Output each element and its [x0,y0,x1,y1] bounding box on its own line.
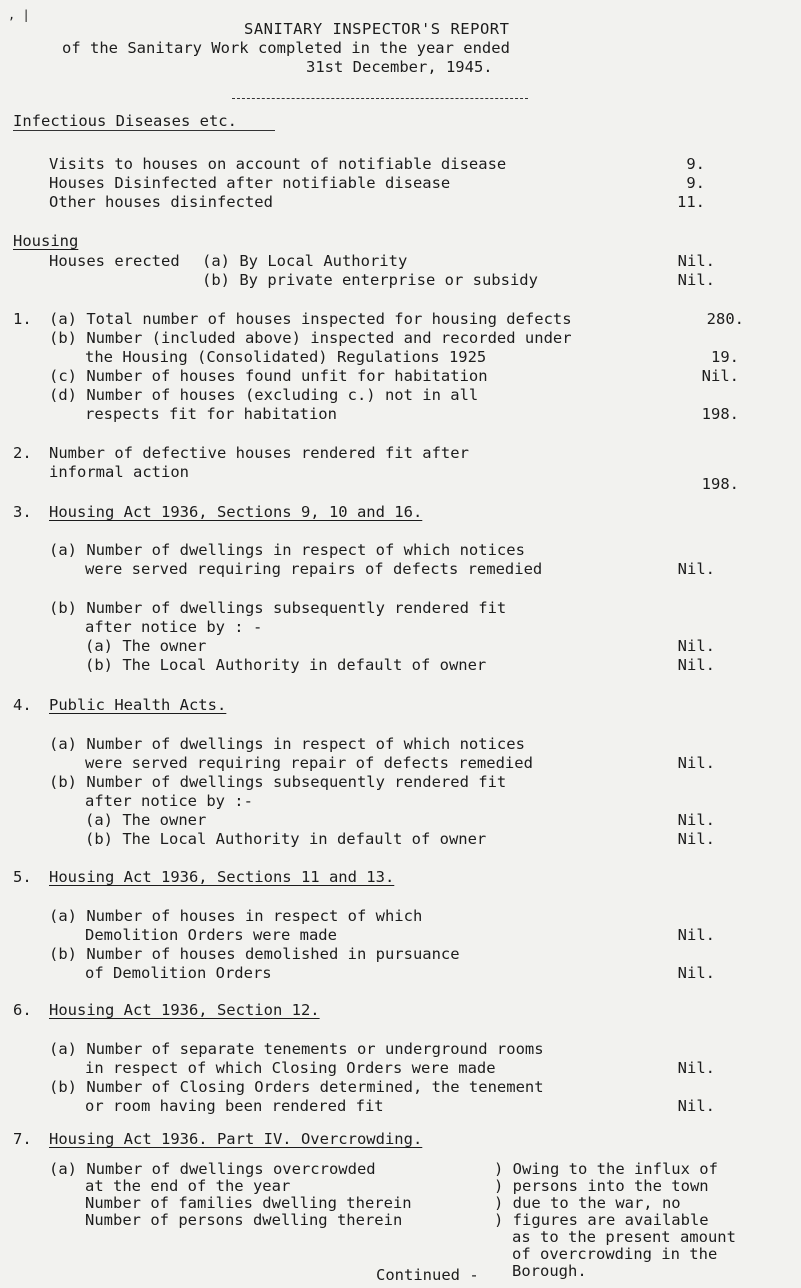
s6-b-cont: or room having been rendered fit [85,1097,384,1115]
s4-b: (b) Number of dwellings subsequently rendered fit [49,773,507,791]
s6-a: (a) Number of separate tenements or underground rooms [49,1040,544,1058]
s7-note-line: ) Owing to the influx of [494,1160,718,1178]
s1-c: (c) Number of houses found unfit for habitation [49,367,488,385]
s7-note-line: of overcrowding in the [512,1245,718,1263]
report-subtitle: of the Sanitary Work completed in the year ended [62,39,510,57]
houses-erected-b: (b) By private enterprise or subsidy [202,271,538,289]
s3-a: (a) Number of dwellings in respect of which notices [49,541,525,559]
s7-heading: Housing Act 1936. Part IV. Overcrowding. [49,1130,423,1148]
s3-b-authority-value: Nil. [677,656,715,674]
houses-erected-b-value: Nil. [677,271,715,289]
s4-a-cont: were served requiring repair of defects remedied [85,754,533,772]
s3-b-cont: after notice by : - [85,618,263,636]
infectious-row-label: Visits to houses on account of notifiable disease [49,155,507,173]
s3-b: (b) Number of dwellings subsequently rendered fit [49,599,507,617]
s3-a-cont: were served requiring repairs of defects remedied [85,560,543,578]
continued-label: Continued - [376,1266,479,1284]
s3-a-value: Nil. [677,560,715,578]
s5-b: (b) Number of houses demolished in pursuance [49,945,460,963]
s2-line2: informal action [49,463,189,481]
s7-left-line: Number of families dwelling therein [85,1194,412,1212]
s3-heading: Housing Act 1936, Sections 9, 10 and 16. [49,503,423,521]
s7-left-line: Number of persons dwelling therein [85,1211,403,1229]
section-number: 2. [13,444,32,462]
s4-a: (a) Number of dwellings in respect of which notices [49,735,525,753]
s1-d-cont: respects fit for habitation [85,405,337,423]
s4-a-value: Nil. [677,754,715,772]
s5-heading: Housing Act 1936, Sections 11 and 13. [49,868,395,886]
infectious-heading: Infectious Diseases etc. [13,112,237,130]
s1-d: (d) Number of houses (excluding c.) not in all [49,386,479,404]
section-number: 5. [13,868,32,886]
s6-b-value: Nil. [677,1097,715,1115]
infectious-row-label: Houses Disinfected after notifiable disease [49,174,451,192]
infectious-row-label: Other houses disinfected [49,193,273,211]
s4-b-owner: (a) The owner [85,811,207,829]
section-number: 1. [13,310,32,328]
s5-a: (a) Number of houses in respect of which [49,907,423,925]
s4-b-cont: after notice by :- [85,792,253,810]
section-number: 3. [13,503,32,521]
s6-heading: Housing Act 1936, Section 12. [49,1001,320,1019]
s3-b-owner: (a) The owner [85,637,207,655]
s6-a-cont: in respect of which Closing Orders were made [85,1059,496,1077]
margin-mark: , | [8,8,30,22]
housing-heading: Housing [13,232,79,250]
header-divider [232,98,528,99]
infectious-heading-underline [13,130,275,131]
s7-note-line: ) due to the war, no [494,1194,681,1212]
s6-b: (b) Number of Closing Orders determined, the tenement [49,1078,544,1096]
houses-erected-a: (a) By Local Authority [202,252,408,270]
s5-a-value: Nil. [677,926,715,944]
s7-note-line: as to the present amount [512,1228,736,1246]
s1-b-value: 19. [711,348,739,366]
s4-b-authority: (b) The Local Authority in default of owner [85,830,487,848]
s3-b-authority: (b) The Local Authority in default of owner [85,656,487,674]
s7-left-line: at the end of the year [85,1177,291,1195]
infectious-row-value: 11. [677,193,705,211]
houses-erected-label: Houses erected [49,252,180,270]
section-number: 4. [13,696,32,714]
s7-note-line: Borough. [512,1262,587,1280]
s5-b-cont: of Demolition Orders [85,964,272,982]
infectious-row-value: 9. [686,155,705,173]
s5-a-cont: Demolition Orders were made [85,926,337,944]
s3-b-owner-value: Nil. [677,637,715,655]
s1-c-value: Nil. [701,367,739,385]
section-number: 6. [13,1001,32,1019]
report-date: 31st December, 1945. [306,58,493,76]
s1-b: (b) Number (included above) inspected and recorded under [49,329,572,347]
s2-line1: Number of defective houses rendered fit after [49,444,469,462]
s7-note-line: ) figures are available [494,1211,709,1229]
section-number: 7. [13,1130,32,1148]
s1-d-value: 198. [701,405,739,423]
s5-b-value: Nil. [677,964,715,982]
s1-a-value: 280. [706,310,744,328]
s7-left-line: (a) Number of dwellings overcrowded [49,1160,376,1178]
s7-note-line: ) persons into the town [494,1177,709,1195]
s4-heading: Public Health Acts. [49,696,227,714]
infectious-row-value: 9. [686,174,705,192]
s2-value: 198. [701,475,739,493]
report-title: SANITARY INSPECTOR'S REPORT [244,20,510,38]
s1-a: (a) Total number of houses inspected for housing defects [49,310,572,328]
s4-b-owner-value: Nil. [677,811,715,829]
s6-a-value: Nil. [677,1059,715,1077]
s1-b-cont: the Housing (Consolidated) Regulations 1925 [85,348,487,366]
houses-erected-a-value: Nil. [677,252,715,270]
s4-b-authority-value: Nil. [677,830,715,848]
